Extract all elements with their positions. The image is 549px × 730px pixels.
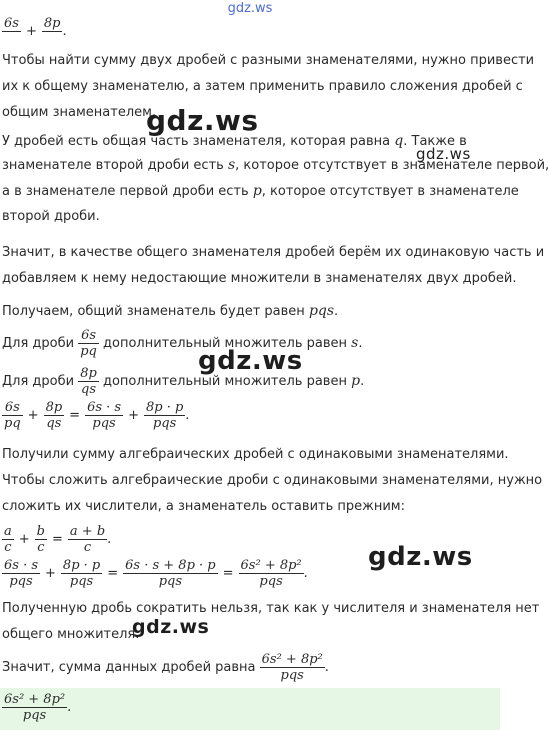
text-line [2, 178, 519, 205]
fraction-numerator: a + b [69, 524, 106, 539]
fraction [260, 652, 325, 683]
text-span: , которое отсутствует в знаменателе [261, 184, 519, 199]
fraction-denominator: pqs [144, 415, 185, 431]
fraction-denominator: pqs [2, 573, 40, 589]
watermark: gdz.ws [132, 616, 210, 638]
fraction-numerator: 6s² + 8p² [4, 692, 66, 707]
text-line: сложить их числители, а знаменатель оставить прежним: [2, 499, 405, 514]
text-line: их к общему знаменателю, а затем применить правило сложения дробей с [2, 79, 523, 94]
fraction-numerator: 8p [80, 366, 97, 381]
fraction-denominator: pqs [2, 707, 67, 723]
fraction-denominator: qs [44, 415, 65, 431]
text-line: Значит, в качестве общего знаменателя дробей берём их одинаковую часть и [2, 245, 545, 260]
site-watermark-top: gdz.ws [227, 1, 273, 16]
period: . [62, 24, 67, 39]
fraction-denominator: c [68, 539, 107, 555]
fraction-denominator: qs [78, 381, 99, 397]
text-span: Для дроби [2, 374, 75, 389]
text-span: знаменателе второй дроби есть [2, 158, 224, 173]
plus-sign: + [25, 24, 37, 39]
watermark: gdz.ws [368, 542, 473, 572]
fraction-numerator: 6s [4, 400, 20, 415]
text-line: второй дроби. [2, 209, 100, 224]
fraction [78, 366, 99, 397]
text-span: , которое отсутствует в знаменателе первой, [235, 158, 549, 173]
fraction-numerator: 6s · s + 8p · p [125, 558, 216, 573]
text-line: Чтобы сложить алгебраические дроби с одинаковыми знаменателями, нужно [2, 473, 543, 488]
period: . [67, 700, 72, 715]
fraction-denominator: pqs [123, 573, 217, 589]
text-span: . [358, 336, 363, 351]
answer-box [0, 688, 500, 730]
fraction-numerator: 6s · s [4, 558, 39, 573]
period: . [185, 408, 190, 423]
fraction-numerator: b [36, 524, 45, 539]
text-span: Для дроби [2, 336, 75, 351]
fraction-denominator: pqs [260, 667, 325, 683]
plus-sign: + [128, 408, 139, 423]
watermark: gdz.ws [198, 346, 303, 376]
fraction-denominator: c [2, 539, 14, 555]
fraction-numerator: 6s² + 8p² [240, 558, 302, 573]
text-line: общего множителя. [2, 627, 140, 642]
text-span: Значит, сумма данных дробей равна [2, 660, 256, 675]
equals-sign: = [52, 532, 63, 547]
watermark: gdz.ws [416, 145, 471, 163]
problem-expression [2, 16, 67, 47]
fraction-numerator: a [4, 524, 12, 539]
fraction-numerator: 6s · s [87, 400, 122, 415]
text-line: добавляем к нему недостающие множители в знаменателях двух дробей. [2, 271, 517, 286]
text-line [2, 652, 496, 684]
text-span: У дробей есть общая часть знаменателя, которая равна [2, 134, 391, 149]
text-line: Чтобы найти сумму двух дробей с разными знаменателями, нужно привести [2, 53, 535, 68]
period: . [107, 532, 112, 547]
text-line: Полученную дробь сократить нельзя, так как у числителя и знаменателя нет [2, 601, 540, 616]
rule-same-denominator [2, 524, 111, 555]
period: . [324, 660, 329, 675]
text-span: . [360, 374, 365, 389]
math-var: s [227, 157, 236, 173]
text-span: дополнительный множитель равен [103, 336, 348, 351]
fraction-numerator: 6s² + 8p² [261, 652, 323, 667]
fraction-numerator: 8p [43, 16, 61, 31]
period: . [303, 566, 308, 581]
text-span: . [334, 304, 339, 319]
text-span: Получаем, общий знаменатель будет равен [2, 304, 305, 319]
fraction-numerator: 6s [81, 328, 97, 343]
fraction-numerator: 6s [4, 16, 19, 31]
equals-sign: = [222, 566, 234, 581]
fraction-denominator: pqs [239, 573, 304, 589]
math-var: p [252, 183, 262, 199]
equation-common-denominator [2, 400, 189, 431]
fraction-numerator: 8p [45, 400, 63, 415]
fraction-numerator: 8p · p [145, 400, 184, 415]
fraction-denominator: pqs [61, 573, 102, 589]
math-var: q [394, 133, 404, 149]
text-line: общим знаменателем. [2, 105, 157, 120]
fraction [78, 328, 99, 359]
watermark: gdz.ws [146, 104, 259, 137]
equation-sum [2, 558, 308, 589]
answer-expression [2, 692, 71, 723]
text-span: . Также в [403, 134, 467, 149]
fraction-denominator: pqs [85, 415, 123, 431]
text-line [2, 298, 496, 325]
fraction-numerator: 8p · p [62, 558, 101, 573]
plus-sign: + [27, 408, 39, 423]
math-var: p [351, 373, 361, 389]
plus-sign: + [45, 566, 56, 581]
fraction-denominator: pq [80, 344, 97, 359]
fraction-denominator: pq [4, 416, 21, 431]
text-line: Получили сумму алгебраических дробей с одинаковыми знаменателями. [2, 447, 509, 462]
equals-sign: = [69, 408, 81, 423]
fraction-denominator: c [35, 539, 47, 555]
equals-sign: = [107, 566, 119, 581]
plus-sign: + [18, 532, 30, 547]
math-var: pqs [308, 303, 335, 319]
text-span: дополнительный множитель равен [102, 374, 347, 389]
text-span: а в знаменателе первой дроби есть [2, 184, 249, 199]
math-var: s [351, 335, 359, 351]
